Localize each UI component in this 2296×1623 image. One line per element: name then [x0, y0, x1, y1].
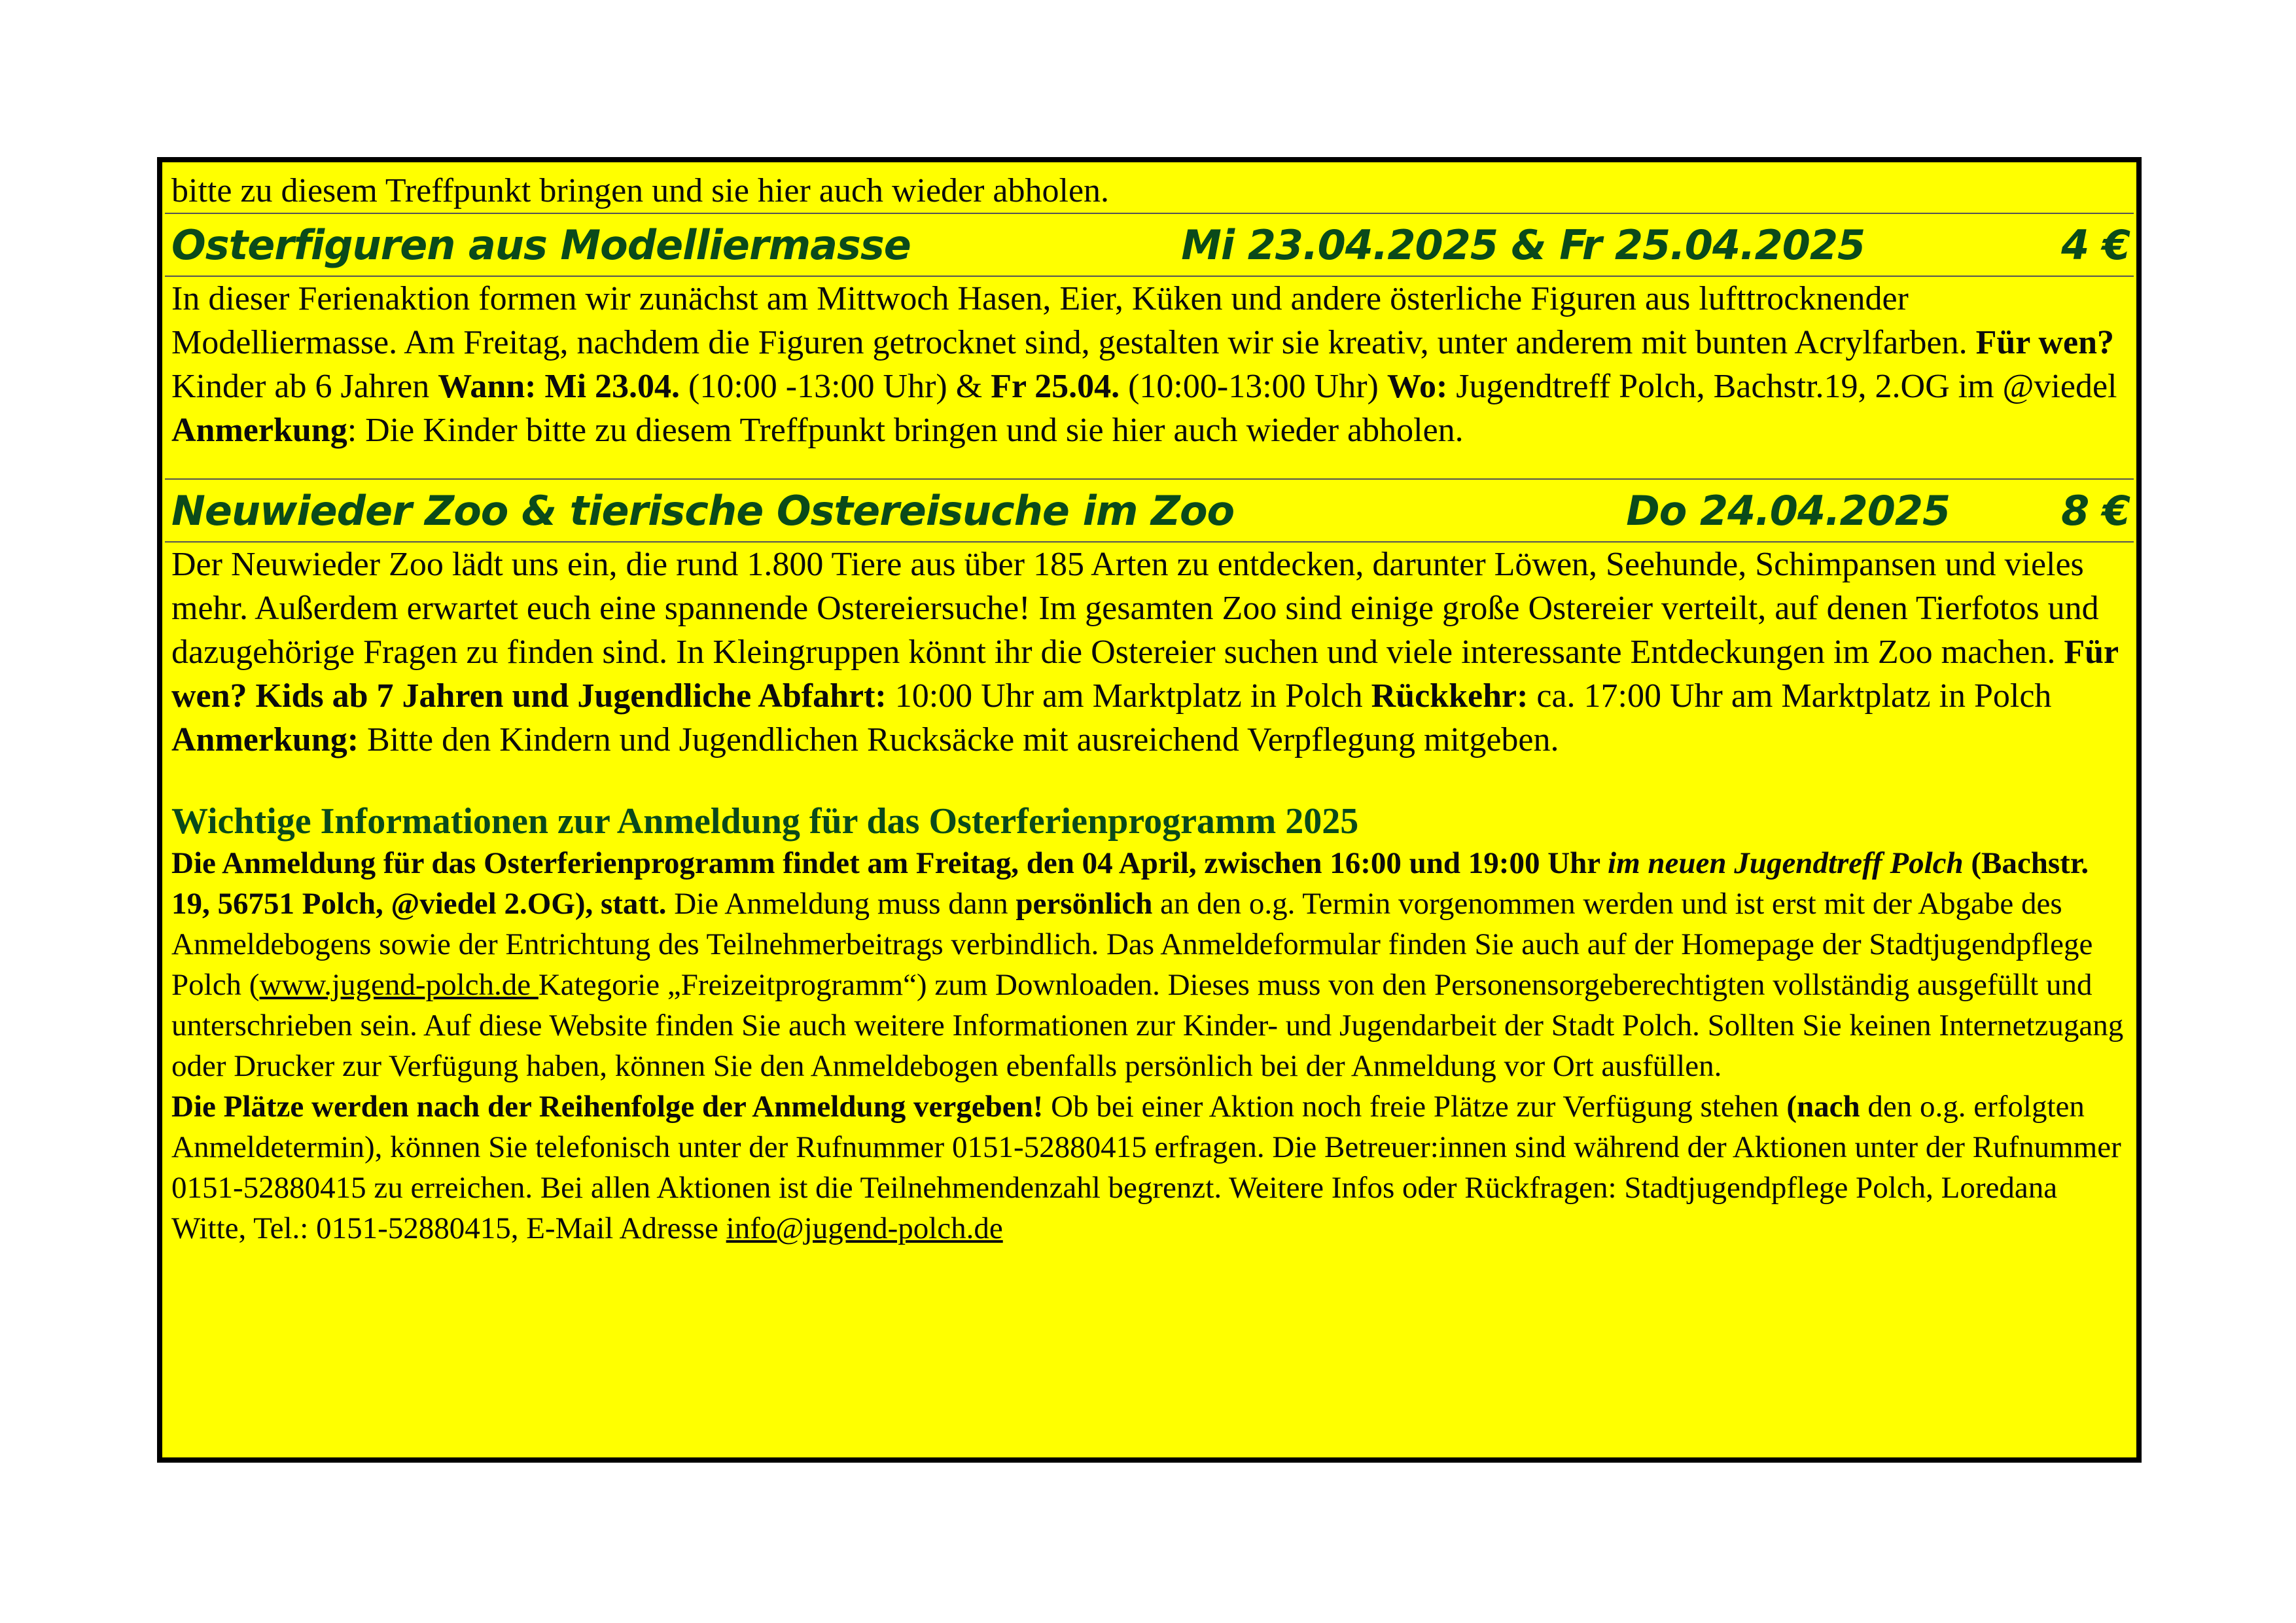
info-b3: persönlich [1016, 887, 1153, 921]
info-heading: Wichtige Informationen zur Anmeldung für das Osterferienprogramm 2025 [171, 801, 1359, 842]
event1-who-value: Kinder ab 6 Jahren [171, 368, 438, 405]
info-t5: den o.g. erfolgten Anmeldetermin), können Sie telefonisch unter der Rufnummer 0151-52880415 erfragen. Die Betreuer:innen sind während der Aktionen unter der Rufnummer 0151-52880415 zu erreichen. Bei allen Aktionen ist die Teilnehmendenzahl begrenzt. Weitere Infos oder Rückfragen: Stadtjugendpflege Polch, Loredana Witte, Tel.: 0151-52880415, E-Mail Adresse [171, 1090, 2121, 1245]
info-b4: Die Plätze werden nach der Reihenfolge der Anmeldung vergeben! [171, 1090, 1044, 1124]
event2-note-value: Bitte den Kindern und Jugendlichen Rucksäcke mit ausreichend Verpflegung mitgeben. [359, 721, 1559, 758]
event2-desc-text: Der Neuwieder Zoo lädt uns ein, die rund 1.800 Tiere aus über 185 Arten zu entdecken, darunter Löwen, Seehunde, Schimpansen und vieles mehr. Außerdem erwartet euch eine spannende Ostereiersuche! Im gesamten Zoo sind einige große Ostereier verteilt, auf denen Tierfotos und dazugehörige Fragen zu finden sind. In Kleingruppen könnt ihr die Ostereier suchen und viele interessante Entdeckungen im Zoo machen. [171, 546, 2099, 671]
homepage-link[interactable]: www.jugend-polch.de [259, 968, 539, 1002]
info-b5: (nach [1786, 1090, 1860, 1124]
info-t3: Kategorie „Freizeitprogramm“) zum Downloaden. Dieses muss von den Personensorgeberechtigten vollständig ausgefüllt und unterschrieben sein. Auf diese Website finden Sie auch weitere Informationen zur Kinder- und Jugendarbeit der Stadt Polch. Sollten Sie keinen Internetzugang oder Drucker zur Verfügung haben, können Sie den Anmeldebogen ebenfalls persönlich bei der Anmeldung vor Ort ausfüllen. [171, 968, 2124, 1083]
intro-line: bitte zu diesem Treffpunkt bringen und sie hier auch wieder abholen. [171, 172, 1110, 209]
event1-note-value: : Die Kinder bitte zu diesem Treffpunkt bringen und sie hier auch wieder abholen. [347, 412, 1464, 449]
event1-when-value2: (10:00-13:00 Uhr) [1120, 368, 1387, 405]
event2-depart-value: 10:00 Uhr am Marktplatz in Polch [886, 677, 1371, 715]
event2-date: Do 24.04.2025 [1626, 486, 1951, 535]
event2-price: 8 € [2061, 486, 2130, 535]
info-b1: Die Anmeldung für das Osterferienprogramm findet am Freitag, den 04 April, zwischen 16:00 und 19:00 Uhr [171, 846, 1608, 880]
info-b2: (Bachstr. 19, 56751 Polch, @viedel 2.OG), statt. [171, 846, 2089, 921]
event1-description [171, 277, 2130, 452]
event1-when-label2: Fr 25.04. [991, 368, 1120, 405]
event1-desc-text: In dieser Ferienaktion formen wir zunächst am Mittwoch Hasen, Eier, Küken und andere österliche Figuren aus lufttrocknender Modelliermasse. Am Freitag, nachdem die Figuren getrocknet sind, gestalten wir sie kreativ, unter anderem mit bunten Acrylfarben. [171, 280, 1976, 361]
email-link[interactable]: info@jugend-polch.de [726, 1211, 1003, 1245]
event1-note-label: Anmerkung [171, 412, 347, 449]
program-box [157, 157, 2142, 1463]
event2-title-row [171, 480, 2130, 541]
event1-when-label: Wann: Mi 23.04. [438, 368, 680, 405]
event1-where-value: Jugendtreff Polch, Bachstr.19, 2.OG im @viedel [1447, 368, 2117, 405]
event1-date: Mi 23.04.2025 & Fr 25.04.2025 [1181, 221, 1865, 269]
event2-title: Neuwieder Zoo & tierische Ostereisuche im Zoo [171, 486, 1235, 535]
event1-where-label: Wo: [1386, 368, 1448, 405]
event1-when-value1: (10:00 -13:00 Uhr) & [680, 368, 991, 405]
event2-who-label: Für wen? Kids ab 7 Jahren und Jugendliche Abfahrt: [171, 633, 2119, 715]
event2-return-label: Rückkehr: [1371, 677, 1528, 715]
event2-description [171, 543, 2130, 762]
info-t2: an den o.g. Termin vorgenommen werden und ist erst mit der Abgabe des Anmeldebogens sowie der Entrichtung des Teilnehmerbeitrags verbindlich. Das Anmeldeformular finden Sie auch auf der Homepage der Stadtjugendpflege Polch ( [171, 887, 2093, 1002]
event2-return-value: ca. 17:00 Uhr am Marktplatz in Polch [1528, 677, 2052, 715]
event2-note-label: Anmerkung: [171, 721, 359, 758]
event1-title: Osterfiguren aus Modelliermasse [171, 221, 911, 269]
event1-title-row [171, 214, 2130, 276]
event1-price: 4 € [2061, 221, 2130, 269]
event1-who-label: Für wen? [1975, 324, 2114, 361]
info-t1: Die Anmeldung muss dann [666, 887, 1016, 921]
info-body [171, 843, 2130, 1249]
info-bi1: im neuen Jugendtreff Polch [1608, 846, 1964, 880]
info-t4: Ob bei einer Aktion noch freie Plätze zur Verfügung stehen [1043, 1090, 1787, 1124]
